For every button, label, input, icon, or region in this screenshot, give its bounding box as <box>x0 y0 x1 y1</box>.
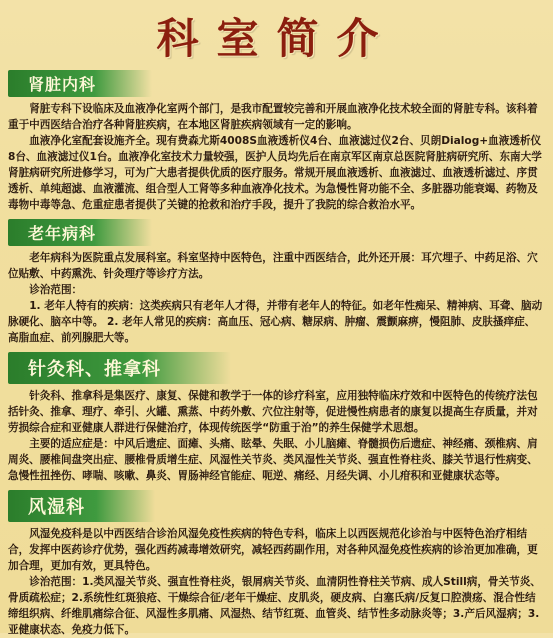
section-geriatrics <box>8 213 545 346</box>
paragraph: 血液净化室配套设施齐全。现有费森尤斯4008S血液透析仪4台、血液滤过仪2台、贝朗Dialog+血液透析仪8台、血液滤过仪1台。血液净化室技术力量较强，医护人员均先后在南京军区南京总医院肾脏病研究所、东南大学肾脏病研究所进修学习，可为广大患者提供优质的医疗服务。常规开展血液透析、血液滤过、血液透析滤过、序贯透析、单纯超滤、血液灌流、组合型人工肾等多种血液净化技术。为急慢性肾功能不全、多脏器功能衰竭、药物及毒物中毒等急、危重症患者提供了关键的抢救和治疗手段，提升了我院的综合救治水平。 <box>8 135 542 211</box>
paragraph: 1. 老年人特有的疾病：这类疾病只有老年人才得，并带有老年人的特征。如老年性痴呆、精神病、耳聋、脑动脉硬化、脑卒中等。 2. 老年人常见的疾病：高血压、冠心病、糖尿病、肿瘤、震颤麻痹，慢阻肺、皮肤搔痒症、高脂血症、前列腺肥大等。 <box>8 300 543 344</box>
paragraph: 老年病科为医院重点发展科室。科室坚持中医特色，注重中西医结合，此外还开展：耳穴埋子、中药足浴、穴位贴敷、中药熏洗、针灸理疗等诊疗方法。 <box>8 252 538 280</box>
section-acupuncture <box>8 346 545 484</box>
paragraph: 风湿免疫科是以中西医结合诊治风湿免疫性疾病的特色专科，临床上以西医规范化诊治与中医特色治疗相结合，发挥中医药诊疗优势，强化西药减毒增效研究，减轻西药副作用，对各种风湿免疫性疾病的诊治更加准确，更加合理，更加有效，更具特色。 <box>8 528 538 572</box>
content <box>8 64 545 638</box>
section-heading: 风湿科 <box>8 490 155 522</box>
paragraph: 主要的适应症是：中风后遗症、面瘫、头痛、眩晕、失眠、小儿脑瘫、脊髓损伤后遗症、神经痛、颈椎病、肩周炎、腰椎间盘突出症、腰椎骨质增生症、风湿性关节炎、类风湿性关节炎、强直性脊柱炎、膝关节退行性病变、急慢性扭挫伤、哮喘、咳嗽、鼻炎、胃肠神经官能症、呃逆、痛经、月经失调、小儿疳积和亚健康状态等。 <box>8 438 538 482</box>
section-nephrology <box>8 64 545 213</box>
section-rheumatology <box>8 484 545 638</box>
paragraph: 诊治范围： <box>29 284 83 296</box>
section-heading: 老年病科 <box>8 219 152 246</box>
section-heading: 针灸科、推拿科 <box>8 352 231 384</box>
section-heading: 肾脏内科 <box>8 70 152 97</box>
paragraph: 诊治范围：1.类风湿关节炎、强直性脊柱炎，银屑病关节炎、血清阴性脊柱关节病、成人Still病，骨关节炎、骨质疏松症；2.系统性红斑狼疮、干燥综合征/老年干燥症、皮肌炎，硬皮病、白塞氏病/反复口腔溃疡、混合性结缔组织病、纤维肌痛综合征、风湿性多肌痛、风湿热、结节红斑、血管炎、结节性多动脉炎等；3.产后风湿病；3.亚健康状态、免疫力低下。 <box>8 576 541 636</box>
paragraph: 肾脏专科下设临床及血液净化室两个部门，是我市配置较完善和开展血液净化技术较全面的肾脏专科。该科着重于中西医结合治疗各种肾脏疾病，在本地区肾脏疾病领域有一定的影响。 <box>8 103 538 131</box>
page-title: 科室简介 <box>156 14 397 63</box>
paragraph: 针灸科、推拿科是集医疗、康复、保健和教学于一体的诊疗科室，应用独特临床疗效和中医特色的传统疗法包括针灸、推拿、理疗、牵引、火罐、熏蒸、中药外敷、穴位注射等，促进慢性病患者的康复以提高生存质量，并对劳损综合症和亚健康人群进行保健治疗，体现传统医学“防重于治”的养生保健学术思想。 <box>8 390 538 434</box>
